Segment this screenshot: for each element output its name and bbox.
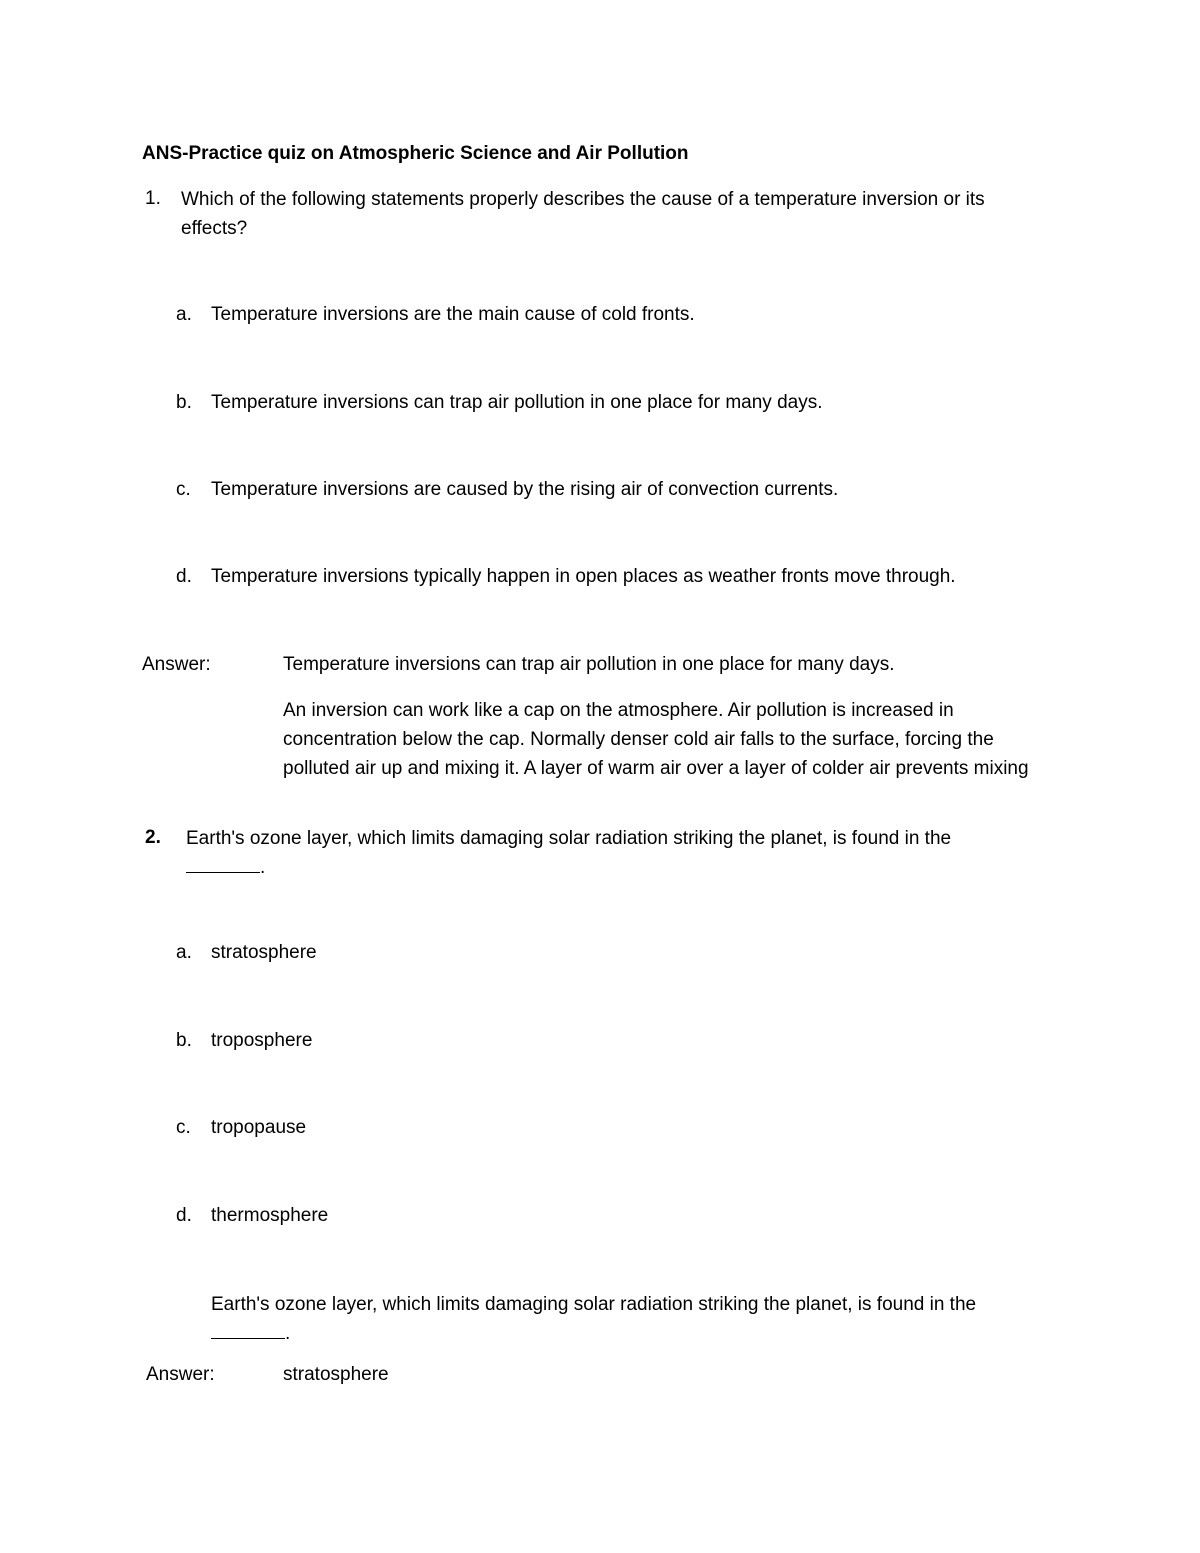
page-title: ANS-Practice quiz on Atmospheric Science and Air Pollution: [142, 143, 689, 164]
answer-label: Answer:: [146, 1364, 215, 1385]
option-letter: c.: [176, 1117, 191, 1138]
question-text: [186, 824, 1046, 882]
option-letter: c.: [176, 479, 191, 500]
option-letter: a.: [176, 304, 192, 325]
option-text: Temperature inversions can trap air pollution in one place for many days.: [211, 392, 823, 413]
fill-in-blank: [186, 858, 260, 873]
restated-question-body: Earth's ozone layer, which limits damaging solar radiation striking the planet, is found in the: [211, 1294, 977, 1315]
answer-text: stratosphere: [283, 1364, 389, 1385]
restated-question: [211, 1290, 1071, 1348]
option-text: thermosphere: [211, 1205, 329, 1226]
option-letter: d.: [176, 566, 192, 587]
question-text: Which of the following statements properly describes the cause of a temperature inversion or its effects?: [181, 189, 985, 239]
answer-text: Temperature inversions can trap air pollution in one place for many days.: [283, 654, 895, 675]
option-letter: b.: [176, 392, 192, 413]
option-letter: d.: [176, 1205, 192, 1226]
option-text: troposphere: [211, 1030, 313, 1051]
question-number: 2.: [145, 827, 161, 848]
option-letter: b.: [176, 1030, 192, 1051]
blank-end: .: [260, 857, 266, 878]
option-text: Temperature inversions typically happen in open places as weather fronts move through.: [211, 566, 956, 587]
option-text: Temperature inversions are the main cause of cold fronts.: [211, 304, 695, 325]
option-text: stratosphere: [211, 942, 317, 963]
question-number: 1.: [145, 188, 161, 209]
option-text: tropopause: [211, 1117, 307, 1138]
answer-label: Answer:: [142, 654, 211, 675]
option-text: Temperature inversions are caused by the rising air of convection currents.: [211, 479, 839, 500]
option-letter: a.: [176, 942, 192, 963]
question-text-body: Earth's ozone layer, which limits damaging solar radiation striking the planet, is found in the: [186, 828, 952, 849]
fill-in-blank: [211, 1324, 285, 1339]
blank-end: .: [285, 1323, 291, 1344]
answer-explanation: An inversion can work like a cap on the atmosphere. Air pollution is increased in concentration below the cap. Normally denser cold air falls to the surface, forcing the polluted air up and mixing it. A layer of warm air over a layer of colder air prevents mixing: [283, 700, 1029, 779]
